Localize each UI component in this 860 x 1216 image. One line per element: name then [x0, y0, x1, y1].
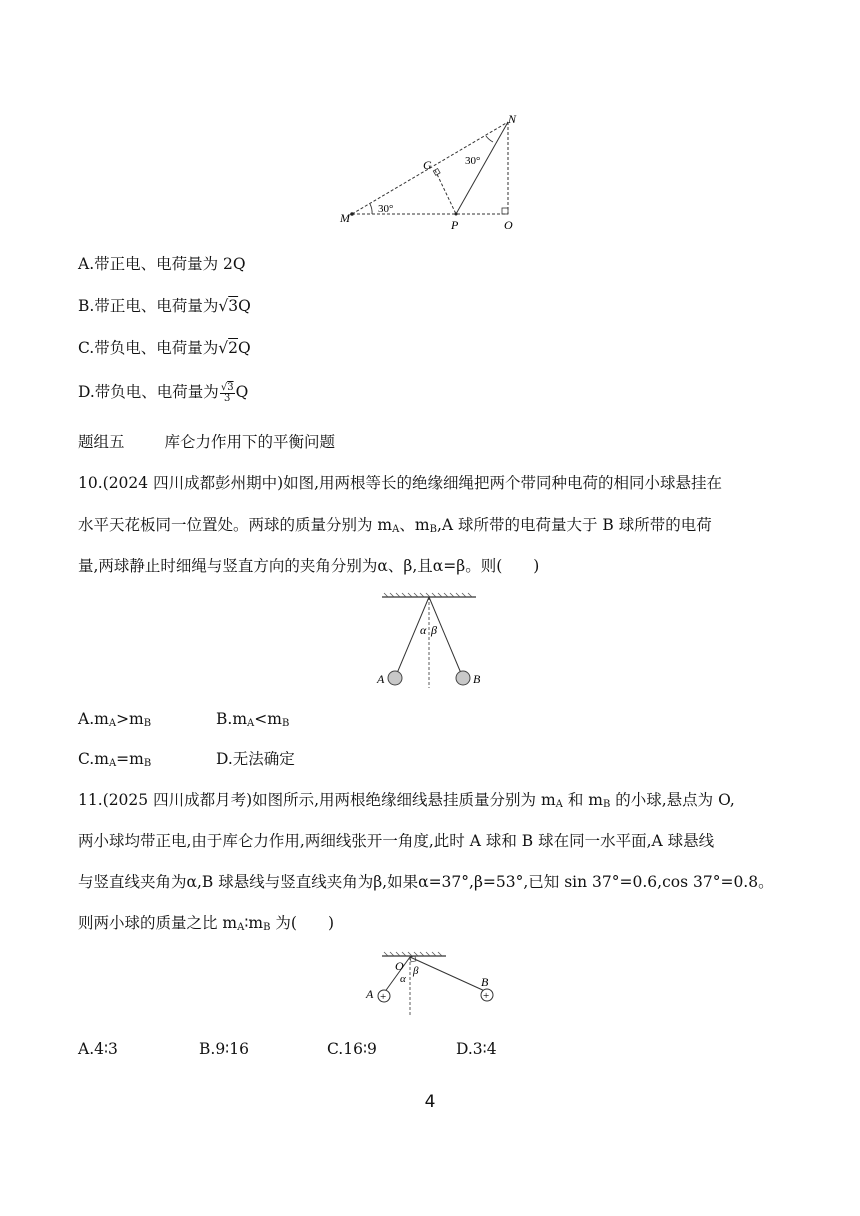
- angle-M-label: 30°: [378, 203, 394, 215]
- q11-line3: 与竖直线夹角为α,B 球悬线与竖直线夹角为β,如果α=37°,β=53°,已知 sin 37°=0.6,cos 37°=0.8。: [78, 873, 774, 891]
- q11-line4: 则两小球的质量之比 $m_A∶m_B$ 为( ): [78, 914, 334, 933]
- triangle-figure: [330, 112, 530, 232]
- label-G: G: [423, 158, 432, 172]
- q9-option-d: D.带负电、电荷量为 $\frac{√3}{3}$ Q: [78, 381, 249, 404]
- plus-a-icon: +: [380, 991, 387, 1003]
- q11-line2: 两小球均带正电,由于库仑力作用,两细线张开一角度,此时 A 球和 B 球在同一水平面,A 球悬线: [78, 832, 715, 850]
- ball-a-label: A: [366, 987, 374, 1001]
- q11-option-d: D.3∶4: [456, 1040, 497, 1058]
- q10-line3: 量,两球静止时细绳与竖直方向的夹角分别为α、β,且α=β。则( ): [78, 557, 540, 575]
- q11-option-a: A.4∶3: [78, 1040, 118, 1058]
- plus-b-icon: +: [483, 990, 490, 1002]
- section-heading: 题组五 库仑力作用下的平衡问题: [78, 433, 336, 451]
- angle-N-label: 30°: [465, 155, 481, 167]
- q11-options: [78, 1039, 497, 1059]
- pendulum-figure-q10: [370, 592, 490, 692]
- q10-options-row1: $A.m_A>m_B$ $B.m_A<m_B$: [78, 710, 290, 729]
- beta-label: β: [431, 623, 437, 637]
- q9-option-b: B.带正电、电荷量为√3Q: [78, 297, 251, 315]
- q10-options-row2: $C.m_A=m_B$ D.无法确定: [78, 750, 295, 769]
- label-P: P: [451, 218, 459, 232]
- q10-line1: 10.(2024 四川成都彭州期中)如图,用两根等长的绝缘细绳把两个带同种电荷的相同小球悬挂在: [78, 474, 723, 492]
- q11-line1: 11.(2025 四川成都月考)如图所示,用两根绝缘细线悬挂质量分别为 $m_A$ 和 $m_B$ 的小球,悬点为 O,: [78, 791, 735, 810]
- point-o-label: O: [395, 959, 404, 973]
- q10-line2: 水平天花板同一位置处。两球的质量分别为 $m_A$、$m_B,A$ 球所带的电荷量大于 B 球所带的电荷: [78, 516, 712, 535]
- ball-b-label: B: [481, 975, 489, 989]
- q9-option-c: C.带负电、电荷量为√2Q: [78, 339, 251, 357]
- ball-a-label: A: [377, 672, 385, 686]
- alpha-label: α: [420, 623, 427, 637]
- q11-option-b: B.9∶16: [199, 1040, 249, 1058]
- label-M: M: [340, 211, 350, 225]
- q9-option-a: A.带正电、电荷量为 2Q: [78, 255, 246, 273]
- beta-label: β: [413, 965, 419, 977]
- alpha-label: α: [400, 973, 406, 985]
- page-number: 4: [424, 1092, 436, 1112]
- label-N: N: [508, 112, 517, 126]
- label-O: O: [504, 218, 513, 232]
- pendulum-figure-q11: [360, 948, 510, 1018]
- ball-b-label: B: [473, 672, 481, 686]
- q11-option-c: C.16∶9: [327, 1040, 377, 1058]
